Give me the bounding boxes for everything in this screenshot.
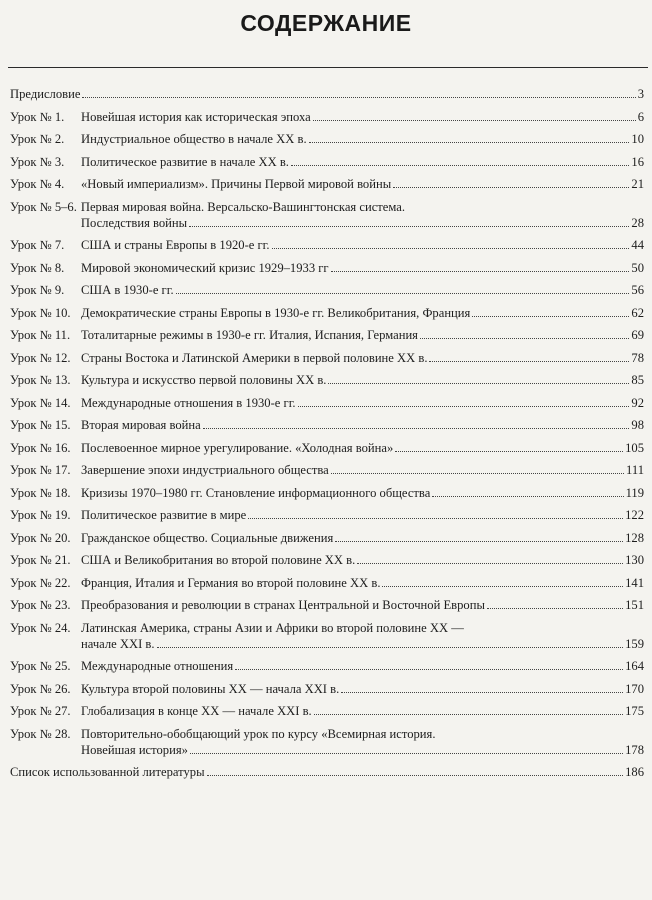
title-divider bbox=[8, 67, 648, 68]
toc-lesson-number: Урок № 15. bbox=[10, 418, 71, 432]
toc-title-line: Демократические страны Европы в 1930-е гг. Великобритания, Франция bbox=[81, 305, 471, 320]
toc-entry bbox=[0, 199, 652, 231]
toc-entry-title bbox=[81, 575, 652, 591]
toc-lesson-number: Урок № 2. bbox=[10, 132, 65, 146]
toc-entry-title bbox=[81, 552, 652, 568]
dot-leader bbox=[291, 164, 629, 166]
dot-leader bbox=[298, 405, 630, 407]
toc-entry-title bbox=[0, 86, 652, 102]
toc-title-line: Гражданское общество. Социальные движения bbox=[81, 530, 334, 545]
toc-entry-title bbox=[81, 372, 652, 388]
toc-entry-title bbox=[81, 507, 652, 523]
toc-entry bbox=[0, 372, 652, 388]
toc-title-line: Латинская Америка, страны Азии и Африки во второй половине XX — bbox=[81, 620, 464, 635]
toc-lesson-number: Урок № 27. bbox=[10, 704, 71, 718]
toc-title-line: «Новый империализм». Причины Первой мировой войны bbox=[81, 177, 392, 191]
toc-entry bbox=[0, 462, 652, 478]
toc-title-line: Список использованной литературы bbox=[10, 765, 205, 779]
toc-entry bbox=[0, 109, 652, 125]
toc-title-line: Политическое развитие в начале XX в. bbox=[81, 154, 289, 169]
toc-entry bbox=[0, 530, 652, 546]
toc-title-line: Последствия войны bbox=[80, 215, 188, 230]
toc-page-number: 98 bbox=[631, 418, 644, 432]
toc-page-number: 164 bbox=[625, 659, 644, 673]
toc-lesson-number: Урок № 8. bbox=[10, 260, 65, 275]
toc-page-number: 85 bbox=[631, 373, 644, 387]
toc-entry bbox=[0, 417, 652, 433]
toc-page-number: 16 bbox=[631, 154, 644, 169]
toc-entry-title bbox=[81, 395, 652, 411]
dot-leader bbox=[429, 360, 629, 362]
dot-leader bbox=[357, 562, 623, 564]
toc-entry-title bbox=[81, 485, 652, 501]
toc-entry-title bbox=[81, 154, 652, 170]
toc-page-number: 78 bbox=[631, 350, 644, 365]
toc-entry-title bbox=[81, 282, 652, 298]
toc-entry bbox=[0, 260, 652, 276]
toc-lesson-number: Урок № 10. bbox=[10, 305, 71, 320]
dot-leader bbox=[314, 713, 623, 715]
toc-entry-title bbox=[81, 350, 652, 366]
toc-lesson-number: Урок № 12. bbox=[10, 350, 71, 365]
toc-lesson-number: Урок № 23. bbox=[10, 598, 71, 612]
toc-entry bbox=[0, 597, 652, 613]
toc-entry bbox=[0, 350, 652, 366]
dot-leader bbox=[382, 585, 623, 587]
dot-leader bbox=[328, 382, 629, 384]
toc-entry bbox=[0, 703, 652, 719]
toc-entry bbox=[0, 620, 652, 652]
toc-entry-title bbox=[81, 417, 652, 433]
dot-leader bbox=[432, 495, 623, 497]
toc-lesson-number: Урок № 19. bbox=[10, 508, 71, 522]
toc-entry bbox=[0, 86, 652, 102]
toc-lesson-number: Урок № 1. bbox=[10, 109, 65, 124]
toc-page-number: 122 bbox=[625, 508, 644, 522]
toc-entry bbox=[0, 237, 652, 253]
dot-leader bbox=[176, 292, 630, 294]
toc-lesson-number: Урок № 22. bbox=[10, 575, 71, 590]
toc-title-line: Вторая мировая война bbox=[81, 418, 201, 432]
dot-leader bbox=[157, 646, 624, 648]
toc-page-number: 28 bbox=[631, 215, 644, 230]
toc-lesson-number: Урок № 9. bbox=[10, 283, 65, 297]
toc-lesson-number: Урок № 4. bbox=[10, 177, 65, 191]
dot-leader bbox=[331, 270, 630, 272]
toc-page-number: 105 bbox=[625, 440, 644, 455]
toc-entry bbox=[0, 764, 652, 780]
toc-title-line: Международные отношения bbox=[81, 659, 234, 673]
toc-entry bbox=[0, 552, 652, 568]
toc-lesson-number: Урок № 3. bbox=[10, 154, 65, 169]
dot-leader bbox=[190, 752, 623, 754]
toc-title-line: США и страны Европы в 1920-е гг. bbox=[81, 238, 270, 252]
toc-page-number: 159 bbox=[625, 636, 644, 651]
toc-entry-title bbox=[81, 199, 652, 231]
toc-lesson-number: Урок № 25. bbox=[10, 659, 71, 673]
dot-leader bbox=[487, 607, 623, 609]
toc-page-number: 69 bbox=[631, 328, 644, 342]
toc-entry-title bbox=[81, 237, 652, 253]
toc-title-line: Страны Востока и Латинской Америки в первой половине XX в. bbox=[81, 350, 428, 365]
toc-lesson-number: Урок № 28. bbox=[10, 726, 71, 741]
toc-page-number: 56 bbox=[631, 283, 644, 297]
toc-entry-title bbox=[81, 260, 652, 276]
toc-entry-title bbox=[81, 681, 652, 697]
toc-title-line: Завершение эпохи индустриального общества bbox=[81, 463, 329, 477]
toc-entry bbox=[0, 507, 652, 523]
toc-lesson-number: Урок № 20. bbox=[10, 530, 71, 545]
toc-entry bbox=[0, 395, 652, 411]
toc-title-line: Преобразования и революции в странах Центральной и Восточной Европы bbox=[81, 598, 485, 612]
toc-entry bbox=[0, 282, 652, 298]
toc-title-line: США в 1930-е гг. bbox=[81, 283, 174, 297]
toc-entry bbox=[0, 305, 652, 321]
toc-entry-title bbox=[81, 620, 652, 652]
toc-title-line: Повторительно-обобщающий урок по курсу «Всемирная история. bbox=[81, 726, 436, 741]
toc-entry-title bbox=[81, 462, 652, 478]
dot-leader bbox=[82, 96, 635, 98]
toc-lesson-number: Урок № 16. bbox=[10, 440, 71, 455]
toc-entry-title bbox=[81, 440, 652, 456]
toc-title-line: Политическое развитие в мире bbox=[81, 508, 247, 522]
dot-leader bbox=[189, 225, 629, 227]
toc-entry bbox=[0, 681, 652, 697]
toc-page-number: 44 bbox=[631, 238, 644, 252]
toc-entry-title bbox=[81, 305, 652, 321]
toc-lesson-number: Урок № 14. bbox=[10, 395, 71, 410]
toc-page-number: 119 bbox=[625, 485, 644, 500]
toc-title-line: Франция, Италия и Германия во второй половине XX в. bbox=[81, 575, 381, 590]
toc-entry bbox=[0, 575, 652, 591]
dot-leader bbox=[331, 472, 624, 474]
toc-lesson-number: Урок № 11. bbox=[10, 328, 71, 342]
dot-leader bbox=[472, 315, 629, 317]
toc-entry-title bbox=[81, 658, 652, 674]
toc-title-line: Кризизы 1970–1980 гг. Становление информационного общества bbox=[81, 485, 431, 500]
toc-title-line: Новейшая история» bbox=[81, 742, 188, 757]
toc-title-line: Международные отношения в 1930-е гг. bbox=[81, 395, 296, 410]
toc-page-number: 92 bbox=[631, 395, 644, 410]
toc-lesson-number: Урок № 26. bbox=[10, 681, 71, 696]
table-of-contents bbox=[0, 86, 652, 787]
toc-page-number: 151 bbox=[625, 598, 644, 612]
dot-leader bbox=[341, 691, 623, 693]
toc-page-number: 6 bbox=[637, 109, 644, 124]
dot-leader bbox=[420, 337, 629, 339]
dot-leader bbox=[393, 186, 629, 188]
dot-leader bbox=[335, 540, 623, 542]
toc-title-line: Тоталитарные режимы в 1930-е гг. Италия, Испания, Германия bbox=[81, 328, 418, 342]
toc-lesson-number: Урок № 13. bbox=[10, 373, 71, 387]
toc-page-number: 178 bbox=[625, 742, 644, 757]
dot-leader bbox=[203, 427, 630, 429]
toc-page-number: 50 bbox=[631, 260, 644, 275]
toc-page-number: 21 bbox=[631, 177, 644, 191]
dot-leader bbox=[313, 119, 636, 121]
toc-title-line: Послевоенное мирное урегулирование. «Холодная война» bbox=[81, 440, 394, 455]
toc-entry-title bbox=[81, 109, 652, 125]
toc-title-line: США и Великобритания во второй половине XX в. bbox=[81, 553, 356, 567]
toc-lesson-number: Урок № 18. bbox=[10, 485, 71, 500]
dot-leader bbox=[235, 668, 623, 670]
toc-entry bbox=[0, 154, 652, 170]
toc-entry-title bbox=[81, 530, 652, 546]
dot-leader bbox=[395, 450, 623, 452]
dot-leader bbox=[272, 247, 630, 249]
page-title: СОДЕРЖАНИЕ bbox=[240, 10, 412, 36]
toc-lesson-number: Урок № 7. bbox=[10, 238, 65, 252]
toc-title-line: Глобализация в концe XX — начале XXI в. bbox=[81, 704, 312, 718]
toc-title-line: Индустриальное общество в начале XX в. bbox=[81, 132, 307, 146]
toc-title-line: Предисловие bbox=[10, 87, 81, 101]
toc-entry-title bbox=[81, 327, 652, 343]
toc-page-number: 170 bbox=[625, 681, 644, 696]
toc-page-number: 3 bbox=[637, 87, 644, 101]
toc-entry bbox=[0, 131, 652, 147]
toc-entry bbox=[0, 176, 652, 192]
toc-page-number: 130 bbox=[625, 553, 644, 567]
toc-title-line: Мировой экономический кризис 1929–1933 гг bbox=[81, 260, 329, 275]
toc-title-line: начале XXI в. bbox=[81, 636, 155, 651]
toc-entry-title bbox=[81, 176, 652, 192]
dot-leader bbox=[207, 774, 624, 776]
toc-title-line: Новейшая история как историческая эпоха bbox=[81, 109, 311, 124]
toc-lesson-number: Урок № 24. bbox=[10, 620, 71, 635]
toc-entry-title bbox=[81, 703, 652, 719]
toc-title-line: Первая мировая война. Версальско-Вашингтонская система. bbox=[80, 199, 406, 214]
toc-page-number: 175 bbox=[625, 704, 644, 718]
toc-entry bbox=[0, 726, 652, 758]
dot-leader bbox=[248, 517, 623, 519]
toc-page-number: 141 bbox=[625, 575, 644, 590]
toc-page-number: 62 bbox=[631, 305, 644, 320]
toc-entry bbox=[0, 440, 652, 456]
toc-lesson-number: Урок № 21. bbox=[10, 553, 71, 567]
toc-entry bbox=[0, 485, 652, 501]
toc-lesson-number: Урок № 5–6. bbox=[10, 199, 77, 214]
toc-page-number: 111 bbox=[626, 463, 644, 477]
toc-page-number: 186 bbox=[625, 765, 644, 779]
toc-page-number: 10 bbox=[631, 132, 644, 146]
toc-entry bbox=[0, 327, 652, 343]
toc-entry bbox=[0, 658, 652, 674]
toc-title-line: Культура и искусство первой половины XX в. bbox=[81, 373, 327, 387]
toc-lesson-number: Урок № 17. bbox=[10, 463, 71, 477]
toc-title-line: Культура второй половины XX — начала XXI в. bbox=[81, 681, 340, 696]
toc-page-number: 128 bbox=[625, 530, 644, 545]
toc-entry-title bbox=[81, 597, 652, 613]
toc-entry-title bbox=[81, 131, 652, 147]
dot-leader bbox=[309, 141, 630, 143]
toc-entry-title bbox=[81, 726, 652, 758]
toc-entry-title bbox=[0, 764, 652, 780]
